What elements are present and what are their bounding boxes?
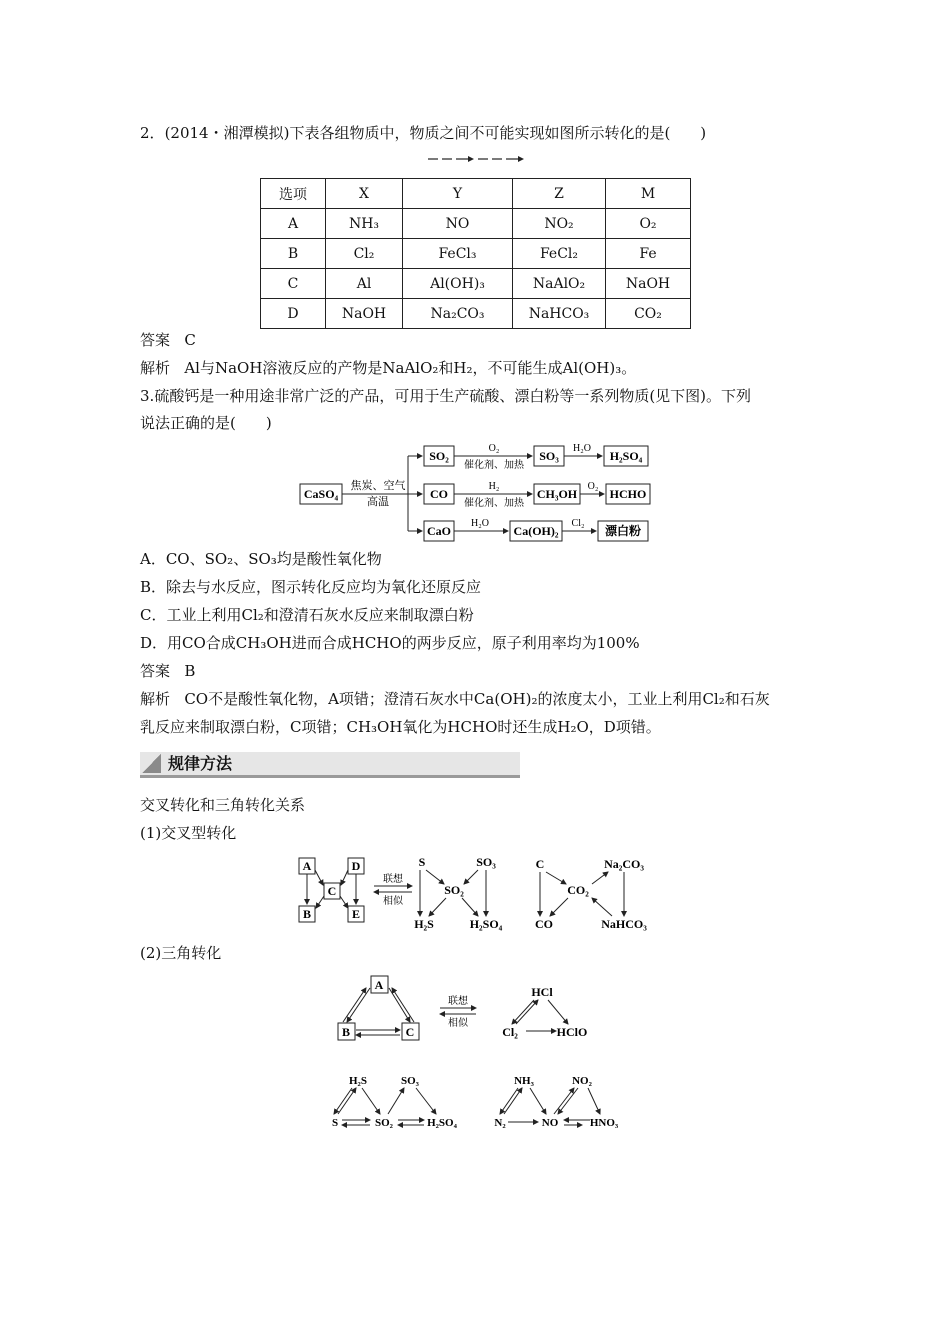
q3-option-b: B．除去与水反应，图示转化反应均为氧化还原反应 <box>140 578 482 596</box>
cell-m: NaOH <box>606 269 691 299</box>
chain-so2: SO₂ <box>375 1117 393 1129</box>
cross-na2co3: Na₂CO₃ <box>604 857 644 871</box>
tri-b: B <box>341 1025 351 1039</box>
table-row <box>261 299 691 329</box>
cell-option: D <box>261 299 326 329</box>
cross-d: D <box>351 859 361 873</box>
q2-analysis <box>140 358 636 378</box>
q3-option-d: D．用CO合成CH₃OH进而合成HCHO的两步反应，原子利用率均为100% <box>140 634 640 652</box>
caso4-label: CaSO₄ <box>303 487 339 501</box>
chain-hno3: HNO₃ <box>589 1117 619 1129</box>
q3-stem-2: 说法正确的是( ) <box>140 414 272 432</box>
section-intro: 交叉转化和三角转化关系 <box>140 796 306 814</box>
cross-co: CO <box>535 917 553 931</box>
cell-m: O₂ <box>606 209 691 239</box>
q3-analysis-line1 <box>140 689 770 709</box>
table-row <box>261 209 691 239</box>
row2-cond1-bottom: 催化剂、加热 <box>464 498 524 509</box>
chain-no: NO <box>541 1117 559 1129</box>
q2-options-table <box>260 178 691 329</box>
cross-assoc-top: 联想 <box>383 874 403 885</box>
chain-h2s: H₂S <box>349 1075 367 1087</box>
q3-stem-1: 硫酸钙是一种用途非常广泛的产品，可用于生产硫酸、漂白粉等一系列物质(见下图)。下列 <box>154 387 752 405</box>
triangle-diagram <box>330 972 600 1044</box>
cell-z: NO₂ <box>513 209 606 239</box>
cross-so3: SO₃ <box>476 855 496 869</box>
table-header-row <box>261 179 691 209</box>
h2so4-label: H₂SO₄ <box>609 449 643 463</box>
cell-m: CO₂ <box>606 299 691 329</box>
table-row <box>261 269 691 299</box>
q3-stem-line1 <box>140 386 751 406</box>
cross-a: A <box>302 859 312 873</box>
analysis-text: Al与NaOH溶液反应的产物是NaAlO₂和H₂，不可能生成Al(OH)₃。 <box>184 359 637 377</box>
q2-stem: 下表各组物质中，物质之间不可能实现如图所示转化的是( ) <box>289 124 707 142</box>
cell-y: NO <box>403 209 513 239</box>
triangle-chains-diagram <box>326 1070 626 1132</box>
tri-cl2: Cl₂ <box>502 1025 518 1039</box>
chain-nh3: NH₃ <box>514 1075 534 1087</box>
caoh2-label: Ca(OH)₂ <box>513 524 559 538</box>
tri-a: A <box>374 978 384 992</box>
cell-x: NH₃ <box>326 209 403 239</box>
tri-hcl: HCl <box>531 985 553 999</box>
cross-e: E <box>351 907 361 921</box>
row2-cond1-top: H₂ <box>488 481 500 492</box>
co-label: CO <box>430 487 448 501</box>
cell-option: B <box>261 239 326 269</box>
header-option: 选项 <box>261 179 326 209</box>
row2-cond2: O₂ <box>587 481 599 492</box>
cell-z: NaAlO₂ <box>513 269 606 299</box>
chain-s: S <box>331 1117 339 1129</box>
row3-cond1: H₂O <box>471 518 489 529</box>
cross-nahco3: NaHCO₃ <box>601 917 647 931</box>
cross-c: C <box>327 884 337 898</box>
q3-stem-line2 <box>140 413 272 433</box>
section-banner <box>140 752 520 778</box>
banner-corner-icon <box>142 754 161 773</box>
cell-option: C <box>261 269 326 299</box>
caso4-cond-bottom: 高温 <box>367 496 389 508</box>
chain-no2: NO₂ <box>572 1075 592 1087</box>
cell-x: Al <box>326 269 403 299</box>
row1-cond1-bottom: 催化剂、加热 <box>464 460 524 471</box>
answer-label: 答案 <box>140 331 171 349</box>
tri-c: C <box>405 1025 415 1039</box>
header-y: Y <box>403 179 513 209</box>
tri-hclo: HClO <box>556 1025 588 1039</box>
cell-z: FeCl₂ <box>513 239 606 269</box>
tri-assoc-bottom: 相似 <box>448 1018 468 1029</box>
q2-number: 2 <box>140 124 150 142</box>
answer-label: 答案 <box>140 662 171 680</box>
q3-option-c: C．工业上利用Cl₂和澄清石灰水反应来制取漂白粉 <box>140 606 474 624</box>
cross-s: S <box>418 855 426 869</box>
cross-b: B <box>302 907 312 921</box>
analysis-text-1: CO不是酸性氧化物，A项错；澄清石灰水中Ca(OH)₂的浓度太小，工业上利用Cl₂和石灰 <box>184 690 770 708</box>
q3-number: 3. <box>140 387 155 405</box>
so3-label: SO₃ <box>539 449 559 463</box>
q2-stem-line: 2．(2014・湘潭模拟)下表各组物质中，物质之间不可能实现如图所示转化的是( ) <box>140 124 707 142</box>
q2-source: (2014・湘潭模拟) <box>164 124 290 142</box>
header-x: X <box>326 179 403 209</box>
bleach-label: 漂白粉 <box>604 524 642 538</box>
chain-n2: N₂ <box>494 1117 506 1129</box>
table-row <box>261 239 691 269</box>
answer-value: B <box>184 662 196 680</box>
cell-y: FeCl₃ <box>403 239 513 269</box>
q3-answer <box>140 661 195 681</box>
cell-y: Na₂CO₃ <box>403 299 513 329</box>
cross-diagram <box>296 852 656 934</box>
section-title: 规律方法 <box>168 754 233 773</box>
cell-z: NaHCO₃ <box>513 299 606 329</box>
chain-so3: SO₃ <box>401 1075 419 1087</box>
cross-h2so4: H₂SO₄ <box>469 917 503 931</box>
row3-cond2: Cl₂ <box>571 518 585 529</box>
q3-option-a: A．CO、SO₂、SO₃均是酸性氧化物 <box>140 550 382 568</box>
so2-label: SO₂ <box>429 449 449 463</box>
cell-x: NaOH <box>326 299 403 329</box>
q3-caso4-diagram <box>298 440 658 544</box>
cross-h2s: H₂S <box>414 917 434 931</box>
row1-cond2: H₂O <box>573 443 591 454</box>
cross-assoc-bottom: 相似 <box>383 896 403 907</box>
ch3oh-label: CH₃OH <box>536 487 578 501</box>
q2-answer <box>140 330 196 350</box>
cao-label: CaO <box>427 524 451 538</box>
q3-analysis-line2: 乳反应来制取漂白粉，C项错；CH₃OH氧化为HCHO时还生成H₂O，D项错。 <box>140 718 661 736</box>
analysis-label: 解析 <box>140 690 171 708</box>
q2-transform-figure <box>426 152 526 166</box>
cell-option: A <box>261 209 326 239</box>
tri-assoc-top: 联想 <box>448 996 468 1007</box>
row1-cond1-top: O₂ <box>488 443 500 454</box>
cross-c-atom: C <box>535 857 545 871</box>
header-m: M <box>606 179 691 209</box>
answer-value: C <box>184 331 196 349</box>
cell-m: Fe <box>606 239 691 269</box>
chain-h2so4: H₂SO₄ <box>427 1117 457 1129</box>
tri-title: (2)三角转化 <box>140 944 222 962</box>
header-z: Z <box>513 179 606 209</box>
cross-title: (1)交叉型转化 <box>140 824 237 842</box>
cell-y: Al(OH)₃ <box>403 269 513 299</box>
hcho-label: HCHO <box>609 487 647 501</box>
cross-co2: CO₂ <box>567 883 589 897</box>
caso4-cond-top: 焦炭、空气 <box>350 480 406 492</box>
cross-so2: SO₂ <box>444 883 464 897</box>
analysis-label: 解析 <box>140 359 171 377</box>
cell-x: Cl₂ <box>326 239 403 269</box>
